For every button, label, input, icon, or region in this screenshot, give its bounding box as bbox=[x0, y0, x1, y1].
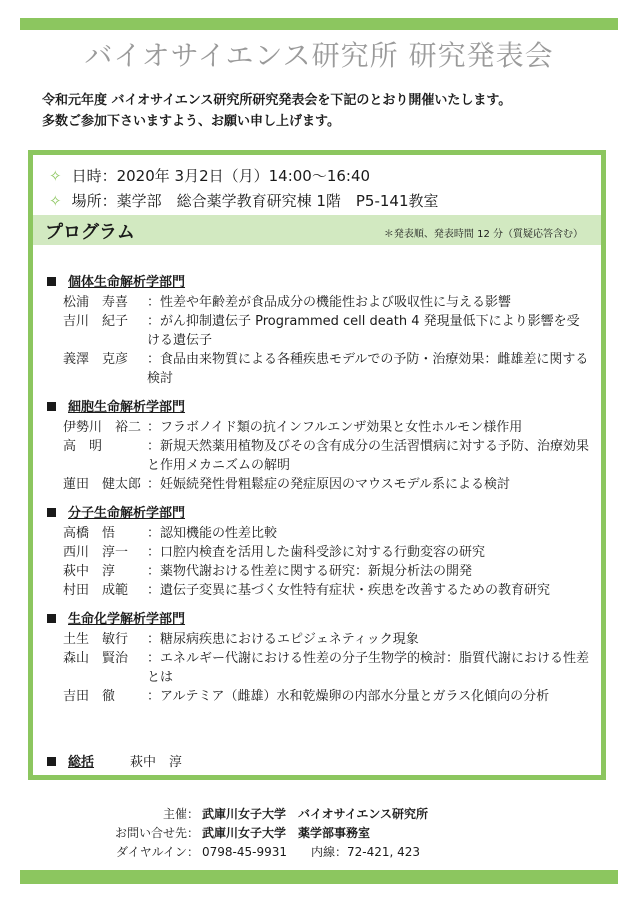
list-item bbox=[47, 562, 592, 581]
list-item bbox=[47, 687, 592, 706]
presenter-name: 伊勢川 裕二 bbox=[63, 420, 142, 435]
square-bullet-icon bbox=[47, 508, 56, 517]
intro-line-2: 多数ご参加下さいますよう、お願い申し上げます。 bbox=[42, 114, 340, 129]
presenter-name: 高 明 bbox=[63, 439, 103, 454]
section bbox=[47, 610, 592, 706]
presentation-topic: ：認知機能の性差比較 bbox=[147, 526, 278, 541]
list-item bbox=[47, 475, 592, 494]
presenter-name: 村田 成範 bbox=[63, 583, 129, 598]
section bbox=[47, 504, 592, 600]
list-item bbox=[47, 312, 592, 350]
summary-line bbox=[47, 753, 182, 773]
section-heading bbox=[47, 273, 592, 293]
list-item bbox=[47, 293, 592, 312]
date-line bbox=[49, 165, 370, 186]
presentation-topic: ：糖尿病疾患におけるエピジェネティック現象 bbox=[147, 632, 419, 647]
presenter-name: 森山 賢治 bbox=[63, 651, 129, 666]
presentation-topic: ：遺伝子変異に基づく女性特有症状・疾患を改善するための教育研究 bbox=[147, 583, 551, 598]
presentation-topic: ：がん抑制遺伝子 Programmed cell death 4 発現量低下により影響を受ける遺伝子 bbox=[147, 314, 580, 348]
section bbox=[47, 398, 592, 494]
list-item bbox=[47, 630, 592, 649]
sparkle-icon: ✧ bbox=[49, 192, 62, 210]
program-title: プログラム bbox=[45, 222, 135, 243]
top-accent-bar bbox=[20, 18, 618, 30]
list-item bbox=[47, 581, 592, 600]
square-bullet-icon bbox=[47, 757, 56, 766]
place-line bbox=[49, 190, 439, 211]
intro-text bbox=[42, 90, 511, 132]
footer-contact-label: お問い合せ先： bbox=[114, 826, 199, 840]
section-heading bbox=[47, 398, 592, 418]
place-text: 場所：薬学部 総合薬学教育研究棟 1階 P5-141教室 bbox=[71, 192, 439, 210]
square-bullet-icon bbox=[47, 614, 56, 623]
summary-name: 萩中 淳 bbox=[130, 755, 183, 770]
presentation-topic: ：エネルギー代謝における性差の分子生物学的検討：脂質代謝における性差とは bbox=[147, 651, 590, 685]
section-heading bbox=[47, 610, 592, 630]
presenter-name: 吉川 紀子 bbox=[63, 314, 129, 329]
presenter-name: 土生 敏行 bbox=[63, 632, 129, 647]
square-bullet-icon bbox=[47, 277, 56, 286]
intro-line-1: 令和元年度 バイオサイエンス研究所研究発表会を下記のとおり開催いたします。 bbox=[42, 93, 512, 108]
program-sections bbox=[47, 273, 592, 716]
presentation-topic: ：アルテミア（雌雄）水和乾燥卵の内部水分量とガラス化傾向の分析 bbox=[147, 689, 550, 704]
presenter-name: 西川 淳一 bbox=[63, 545, 129, 560]
presentation-topic: ：食品由来物質による各種疾患モデルでの予防・治療効果：雌雄差に関する検討 bbox=[147, 352, 589, 386]
sparkle-icon: ✧ bbox=[49, 167, 62, 185]
section-title: 細胞生命解析学部門 bbox=[68, 400, 186, 415]
presenter-name: 松浦 寿喜 bbox=[63, 295, 129, 310]
bottom-accent-bar bbox=[20, 870, 618, 884]
presenter-name: 萩中 淳 bbox=[63, 564, 116, 579]
presenter-name: 吉田 徹 bbox=[63, 689, 116, 704]
page-title: バイオサイエンス研究所 研究発表会 bbox=[84, 39, 554, 72]
presentation-topic: ：新規天然薬用植物及びその含有成分の生活習慣病に対する予防、治療効果と作用メカニズムの解明 bbox=[147, 439, 590, 473]
presentation-topic: ：フラボノイド類の抗インフルエンザ効果と女性ホルモン様作用 bbox=[147, 420, 523, 435]
list-item bbox=[47, 524, 592, 543]
presentation-topic: ：妊娠続発性骨粗鬆症の発症原因のマウスモデル系による検討 bbox=[147, 477, 510, 492]
presentation-topic: ：性差や年齢差が食品成分の機能性および吸収性に与える影響 bbox=[147, 295, 512, 310]
square-bullet-icon bbox=[47, 402, 56, 411]
summary-label: 総括 bbox=[68, 755, 95, 770]
section-title: 分子生命解析学部門 bbox=[68, 506, 186, 521]
presentation-topic: ：口腔内検査を活用した歯科受診に対する行動変容の研究 bbox=[147, 545, 486, 560]
presenter-name: 義澤 克彦 bbox=[63, 352, 129, 367]
list-item bbox=[47, 649, 592, 687]
footer-contact-value: 武庫川女子大学 薬学部事務室 bbox=[202, 826, 371, 840]
list-item bbox=[47, 437, 592, 475]
date-text: 日時：2020年 3月2日（月）14:00～16:40 bbox=[71, 167, 371, 185]
footer-dial-value: 0798-45-9931 内線：72-421, 423 bbox=[202, 845, 421, 859]
program-box bbox=[28, 150, 606, 780]
presenter-name: 高橋 悟 bbox=[63, 526, 116, 541]
presentation-topic: ：薬物代謝おける性差に関する研究：新規分析法の開発 bbox=[147, 564, 473, 579]
section-title: 個体生命解析学部門 bbox=[68, 275, 186, 290]
list-item bbox=[47, 543, 592, 562]
program-header bbox=[33, 215, 601, 245]
footer-host-label: 主催： bbox=[162, 807, 199, 821]
list-item bbox=[47, 418, 592, 437]
section-heading bbox=[47, 504, 592, 524]
footer-host-value: 武庫川女子大学 バイオサイエンス研究所 bbox=[202, 807, 428, 821]
footer-dial-label: ダイヤルイン： bbox=[115, 845, 199, 859]
program-note: ＊発表順、発表時間 12 分（質疑応答含む） bbox=[383, 229, 583, 240]
presenter-name: 蓮田 健太郎 bbox=[63, 477, 142, 492]
section bbox=[47, 273, 592, 388]
section-title: 生命化学解析学部門 bbox=[68, 612, 186, 627]
list-item bbox=[47, 350, 592, 388]
